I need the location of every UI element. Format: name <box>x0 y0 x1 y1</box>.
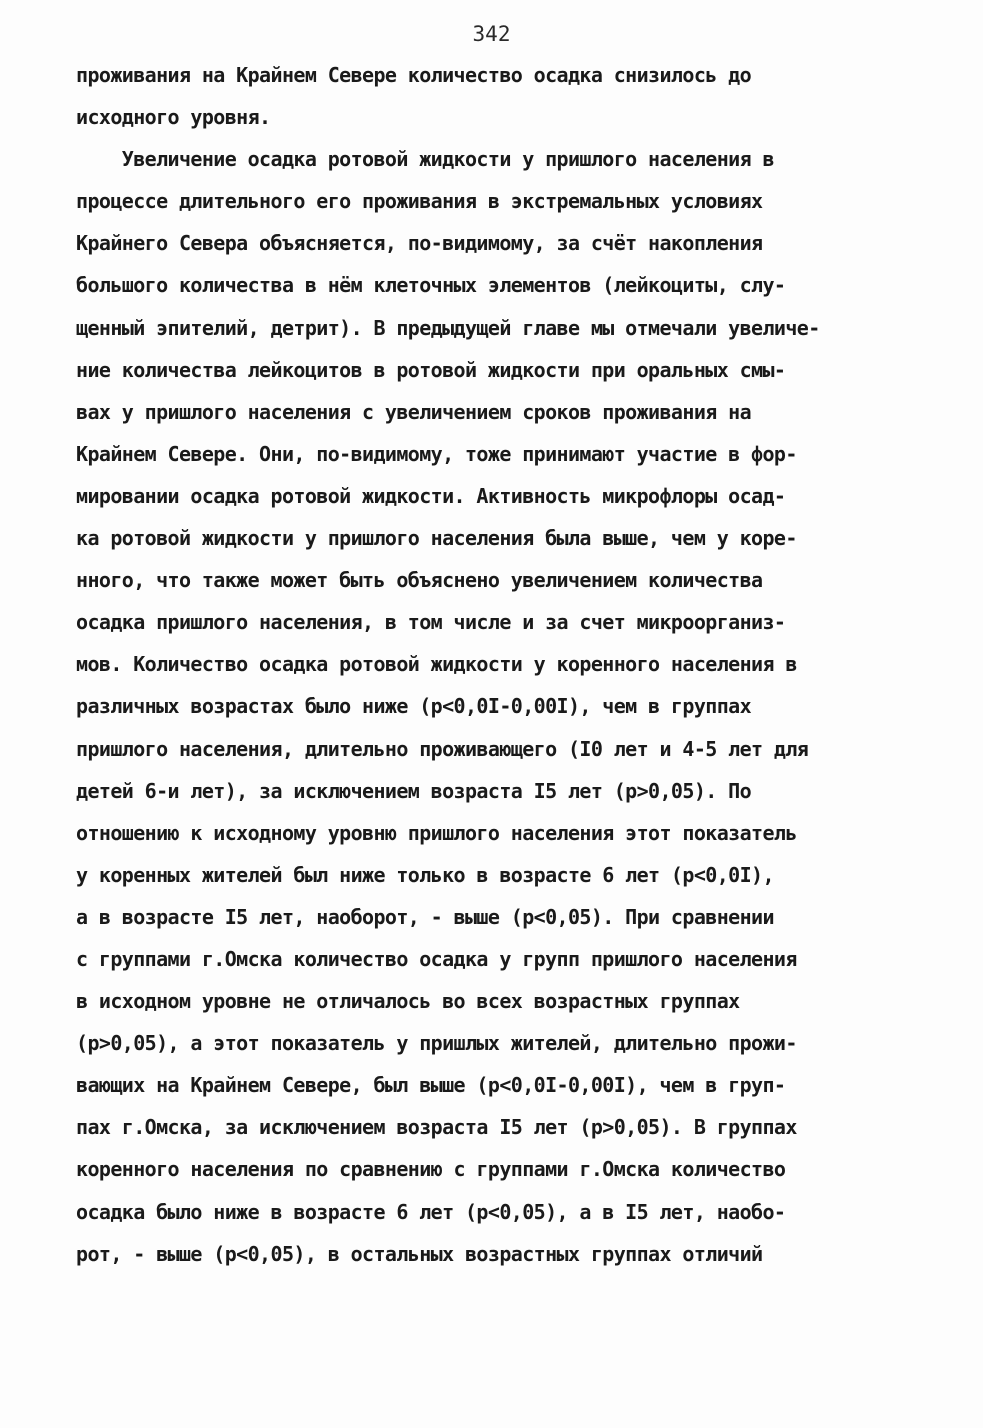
text-line: различных возрастах было ниже (р<0,0I-0,00I), чем в группах <box>76 694 752 719</box>
text-line: вах у пришлого населения с увеличением сроков проживания на <box>76 399 752 424</box>
text-line: Увеличение осадка ротовой жидкости у пришлого населения в <box>76 147 774 172</box>
text-line: отношению к исходному уровню пришлого населения этот показатель <box>76 820 797 845</box>
text-line: Крайнем Севере. Они, по-видимому, тоже принимают участие в фор- <box>76 441 797 466</box>
text-line: коренного населения по сравнению с группами г.Омска количество <box>76 1157 786 1182</box>
text-line: пришлого населения, длительно проживающего (I0 лет и 4-5 лет для <box>76 736 809 761</box>
text-line: детей 6-и лет), за исключением возраста I5 лет (р>0,05). По <box>76 778 752 803</box>
text-line: ние количества лейкоцитов в ротовой жидкости при оральных смы- <box>76 357 786 382</box>
text-line: осадка было ниже в возрасте 6 лет (р<0,05), а в I5 лет, наобо- <box>76 1199 786 1224</box>
page-number: 342 <box>472 22 511 46</box>
text-line: процессе длительного его проживания в экстремальных условиях <box>76 189 763 214</box>
text-line: нного, что также может быть объяснено увеличением количества <box>76 568 763 593</box>
text-line: Крайнего Севера объясняется, по-видимому, за счёт накопления <box>76 231 763 256</box>
text-line: в исходном уровне не отличалось во всех возрастных группах <box>76 989 740 1014</box>
text-line: с группами г.Омска количество осадка у групп пришлого населения <box>76 946 797 971</box>
text-line: большого количества в нём клеточных элементов (лейкоциты, слу- <box>76 273 786 298</box>
body-text <box>76 61 906 1282</box>
text-line: (р>0,05), а этот показатель у пришлых жителей, длительно прожи- <box>76 1031 797 1056</box>
text-line: у коренных жителей был ниже только в возрасте 6 лет (р<0,0I), <box>76 862 774 887</box>
text-line: проживания на Крайнем Севере количество осадка снизилось до <box>76 63 752 87</box>
text-line: осадка пришлого населения, в том числе и за счет микроорганиз- <box>76 610 786 635</box>
text-line: мировании осадка ротовой жидкости. Активность микрофлоры осад- <box>76 483 786 508</box>
text-line: мов. Количество осадка ротовой жидкости у коренного населения в <box>76 652 797 677</box>
text-line: а в возрасте I5 лет, наоборот, - выше (р<0,05). При сравнении <box>76 904 774 929</box>
text-line: рот, - выше (р<0,05), в остальных возрастных группах отличий <box>76 1241 763 1266</box>
text-line: исходного уровня. <box>76 105 271 130</box>
text-line: ка ротовой жидкости у пришлого населения была выше, чем у коре- <box>76 526 797 551</box>
text-line: вающих на Крайнем Севере, был выше (р<0,0I-0,00I), чем в груп- <box>76 1073 786 1098</box>
text-line: щенный эпителий, детрит). В предыдущей главе мы отмечали увеличе- <box>76 315 820 340</box>
text-line: пах г.Омска, за исключением возраста I5 лет (р>0,05). В группах <box>76 1115 797 1140</box>
